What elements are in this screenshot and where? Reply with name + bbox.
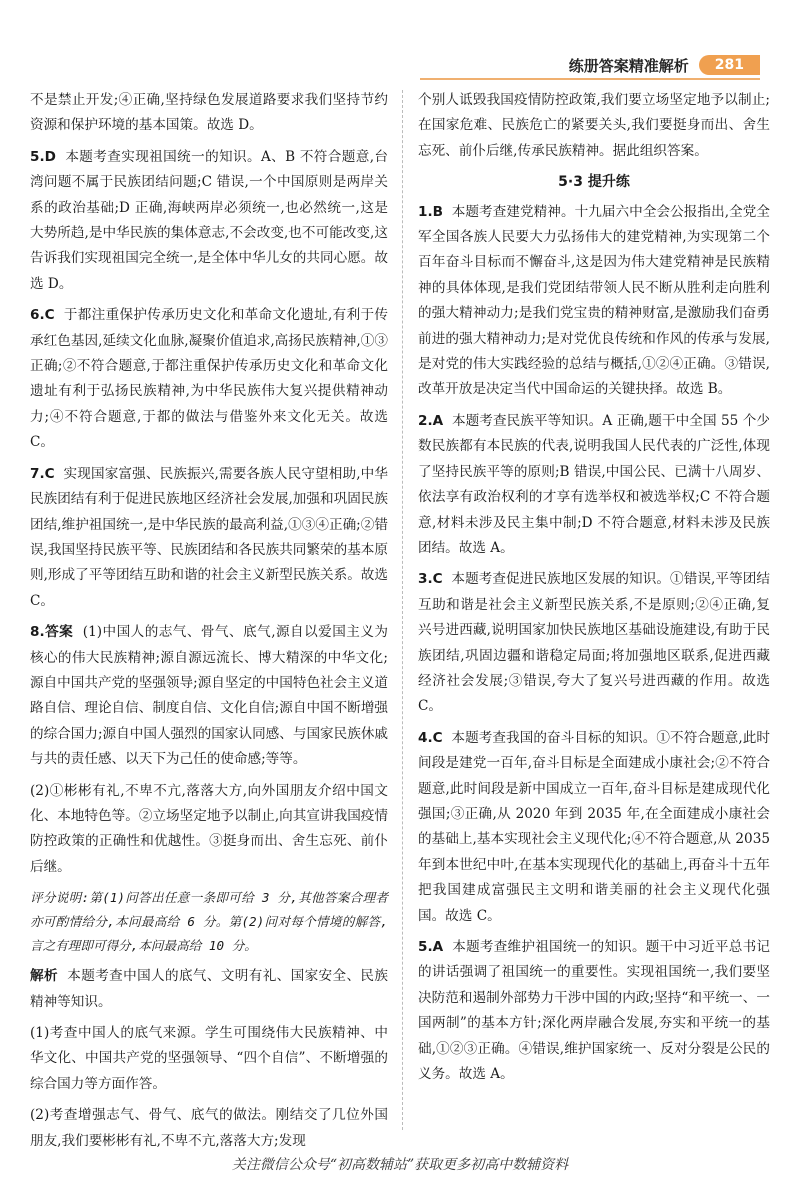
left-column	[30, 88, 388, 1160]
analysis	[30, 964, 388, 1015]
practice-item-1	[418, 200, 770, 403]
page-number: 281	[699, 55, 760, 75]
answer-number: 5.D	[30, 148, 56, 165]
practice-item-2	[418, 409, 770, 561]
section-title: 5·3 提升练	[558, 174, 630, 191]
answer-part-1: (1)中国人的志气、骨气、底气,源自以爱国主义为核心的伟大民族精神;源自源远流长、博大精深的中华文化;源自中国共产党的坚强领导;源自坚定的中国特色社会主义道路自信、理论自信、制度自信、文化自信;源自中国不断增强的综合国力;源自中国人强烈的国家认同感、与国家民族休戚与共的责任感、以天下为己任的使命感;等等。	[30, 624, 389, 768]
answer-number: 2.A	[418, 412, 444, 429]
page-footer-watermark: 关注微信公众号“初高数辅站”获取更多初高中数辅资料	[231, 1157, 569, 1173]
answer-item-5	[30, 145, 388, 297]
analysis-text: 本题考查中国人的底气、文明有礼、国家安全、民族精神等知识。	[30, 968, 388, 1010]
answer-number: 6.C	[30, 307, 55, 324]
analysis-label: 解析	[30, 968, 58, 985]
practice-item-4	[418, 726, 770, 929]
column-divider	[402, 90, 403, 1130]
continued-paragraph: 个别人诋毁我国疫情防控政策,我们要立场坚定地予以制止;在国家危难、民族危亡的紧要关头,我们要挺身而出、舍生忘死、前仆后继,传承民族精神。据此组织答案。	[418, 92, 770, 159]
answer-number: 3.C	[418, 571, 443, 588]
page-header	[420, 52, 760, 80]
right-column	[418, 88, 770, 1093]
analysis-part-1: (1)考查中国人的底气来源。学生可围绕伟大民族精神、中华文化、中国共产党的坚强领导、“四个自信”、不断增强的综合国力等方面作答。	[30, 1025, 388, 1092]
answer-number: 1.B	[418, 203, 443, 220]
continued-paragraph: 不是禁止开发;④正确,坚持绿色发展道路要求我们坚持节约资源和保护环境的基本国策。故选 D。	[30, 92, 388, 134]
answer-item-8	[30, 620, 388, 772]
answer-text: 本题考查促进民族地区发展的知识。①错误,平等团结互助和谐是社会主义新型民族关系,不是原则;②④正确,复兴号进西藏,说明国家加快民族地区基础设施建设,有助于民族团结,巩固边疆和谐稳定局面;将加强地区联系,促进西藏经济社会发展;③错误,夸大了复兴号进西藏的作用。故选 C。	[418, 571, 770, 715]
answer-text: 本题考查民族平等知识。A 正确,题干中全国 55 个少数民族都有本民族的代表,说明我国人民代表的广泛性,体现了坚持民族平等的原则;B 错误,中国公民、已满十八周岁、依法享有政治权利的才享有选举权和被选举权;C 不符合题意,材料未涉及民主集中制;D 不符合题意,材料未涉及民族团结。故选 A。	[418, 412, 770, 556]
answer-number: 5.A	[418, 939, 444, 955]
answer-part-2: (2)①彬彬有礼,不卑不亢,落落大方,向外国朋友介绍中国文化、本地特色等。②立场坚定地予以制止,向其宣讲我国疫情防控政策的正确性和优越性。③挺身而出、舍生忘死、前仆后继。	[30, 782, 388, 875]
answer-number: 4.C	[418, 729, 443, 746]
answer-item-6	[30, 303, 388, 455]
practice-item-3	[418, 567, 770, 719]
answer-text: 本题考查维护祖国统一的知识。题干中习近平总书记的讲话强调了祖国统一的重要性。实现祖国统一,我们要坚决防范和遏制外部势力干涉中国的内政;坚持“和平统一、一国两制”的基本方针;深化两岸融合发展,夯实和平统一的基础,①②③正确。④错误,维护国家统一、反对分裂是公民的义务。故选 A。	[418, 939, 770, 1083]
scoring-note: 评分说明:第(1)问答出任意一条即可给 3 分,其他答案合理者亦可酌情给分,本问最高给 6 分。第(2)问对每个情境的解答,言之有理即可得分,本问最高给 10 分。	[30, 890, 388, 954]
answer-number: 8.答案	[30, 624, 74, 641]
analysis-part-2: (2)考查增强志气、骨气、底气的做法。刚结交了几位外国朋友,我们要彬彬有礼,不卑不亢,落落大方;发现	[30, 1107, 388, 1149]
answer-item-7	[30, 462, 388, 614]
practice-item-5	[418, 935, 770, 1087]
answer-text: 本题考查实现祖国统一的知识。A、B 不符合题意,台湾问题不属于民族团结问题;C 错误,一个中国原则是两岸关系的政治基础;D 正确,海峡两岸必须统一,也必然统一,这是大势所趋,是中华民族的集体意志,不会改变,也不可能改变,这告诉我们实现祖国完全统一,是全体中华儿女的共同心愿。故选 D。	[30, 148, 388, 292]
answer-text: 实现国家富强、民族振兴,需要各族人民守望相助,中华民族团结有利于促进民族地区经济社会发展,加强和巩固民族团结,维护祖国统一,是中华民族的最高利益,①③④正确;②错误,我国坚持民族平等、民族团结和各民族共同繁荣的基本原则,形成了平等团结互助和谐的社会主义新型民族关系。故选 C。	[30, 465, 389, 609]
answer-number: 7.C	[30, 465, 55, 482]
answer-text: 本题考查我国的奋斗目标的知识。①不符合题意,此时间段是建党一百年,奋斗目标是全面建成小康社会;②不符合题意,此时间段是新中国成立一百年,奋斗目标是建成现代化强国;③正确,从 2020 年到 2035 年,在全面建成小康社会的基础上,基本实现社会主义现代化;④不符合题意,从 2035 年到本世纪中叶,在基本实现现代化的基础上,再奋斗十五年把我国建成富强民主文明和谐美丽的社会主义现代化强国。故选 C。	[418, 729, 770, 924]
answer-text: 本题考查建党精神。十九届六中全会公报指出,全党全军全国各族人民要大力弘扬伟大的建党精神,为实现第二个百年奋斗目标而不懈奋斗,这是因为伟大建党精神是民族精神的具体体现,是我们党团结带领人民不断从胜利走向胜利的强大精神动力;是我们党宝贵的精神财富,是激励我们奋勇前进的强大精神动力;是对党优良传统和作风的传承与发展,是对党的伟大实践经验的总结与概括,①②④正确。③错误,改革开放是决定当代中国命运的关键抉择。故选 B。	[418, 203, 770, 398]
answer-text: 于都注重保护传承历史文化和革命文化遗址,有利于传承红色基因,延续文化血脉,凝聚价值追求,高扬民族精神,①③正确;②不符合题意,于都注重保护传承历史文化和革命文化遗址有利于弘扬民族精神,为中华民族伟大复兴提供精神动力;④不符合题意,于都的做法与借鉴外来文化无关。故选 C。	[30, 307, 388, 451]
header-title: 练册答案精准解析	[568, 56, 689, 75]
